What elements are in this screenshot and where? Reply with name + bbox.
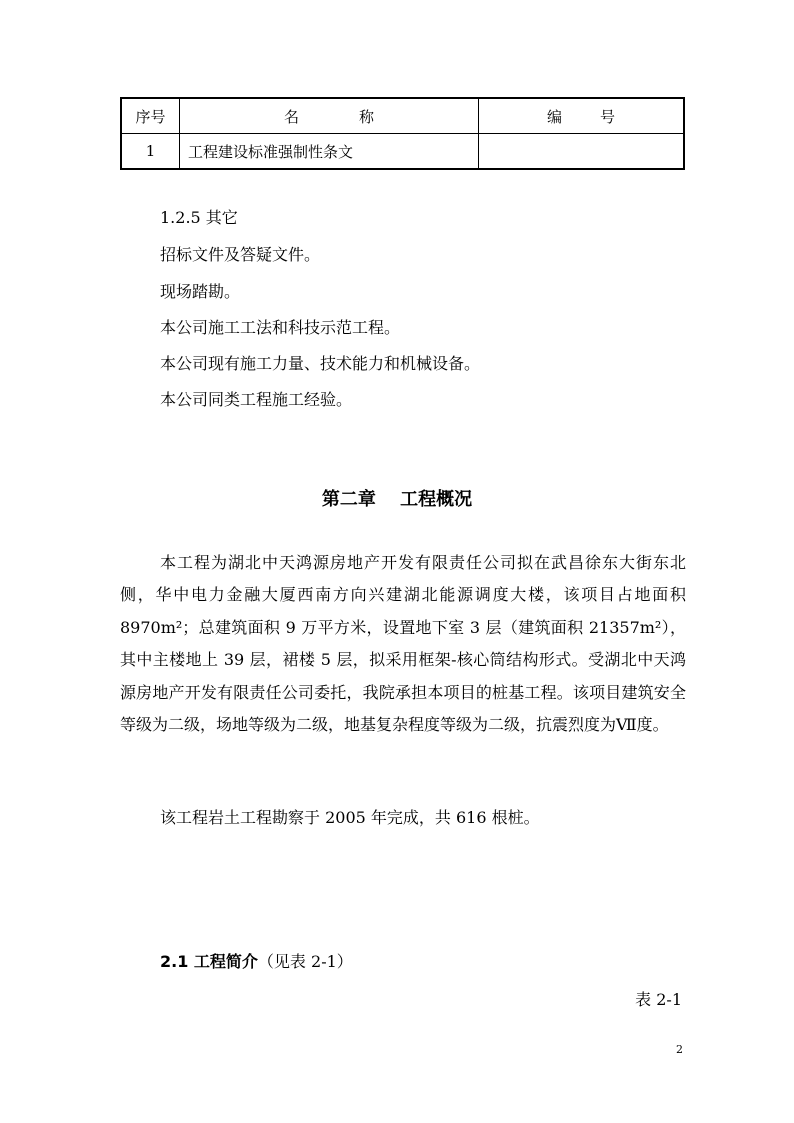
cell-number bbox=[479, 134, 685, 170]
section-21-heading bbox=[160, 952, 353, 972]
header-name: 名称 bbox=[180, 98, 479, 134]
table-row bbox=[121, 134, 684, 170]
cell-seq: 1 bbox=[121, 134, 180, 170]
project-description-paragraph: 本工程为湖北中天鸿源房地产开发有限责任公司拟在武昌徐东大街东北侧，华中电力金融大厦西南方向兴建湖北能源调度大楼，该项目占地面积 8970m²；总建筑面积 9 万平方米，设置地下室 3 层（建筑面积 21357m²），其中主楼地上 39 层，裙楼 5 层，拟采用框架-核心筒结构形式。受湖北中天鸿源房地产开发有限责任公司委托，我院承担本项目的桩基工程。该项目建筑安全等级为二级，场地等级为二级，地基复杂程度等级为二级，抗震烈度为Ⅶ度。 bbox=[120, 553, 686, 735]
list-item: 本公司施工工法和科技示范工程。 bbox=[160, 318, 401, 337]
table-reference: 表 2-1 bbox=[635, 990, 682, 1009]
standards-table bbox=[120, 97, 685, 170]
list-item: 本公司现有施工力量、技术能力和机械设备。 bbox=[160, 354, 481, 373]
section-21-title: 2.1 工程简介 bbox=[160, 952, 258, 971]
list-item: 现场踏勘。 bbox=[160, 282, 241, 301]
table-header-row bbox=[121, 98, 684, 134]
section-125-title: 1.2.5 其它 bbox=[160, 208, 238, 227]
page-number: 2 bbox=[676, 1043, 683, 1056]
survey-paragraph: 该工程岩土工程勘察于 2005 年完成，共 616 根桩。 bbox=[160, 808, 540, 827]
header-number: 编号 bbox=[479, 98, 685, 134]
chapter-title: 第二章 工程概况 bbox=[321, 489, 473, 510]
list-item: 本公司同类工程施工经验。 bbox=[160, 390, 353, 409]
section-21-title-suffix: （见表 2-1） bbox=[257, 952, 353, 971]
list-item: 招标文件及答疑文件。 bbox=[160, 245, 321, 264]
header-seq: 序号 bbox=[121, 98, 180, 134]
cell-name: 工程建设标准强制性条文 bbox=[180, 134, 479, 170]
